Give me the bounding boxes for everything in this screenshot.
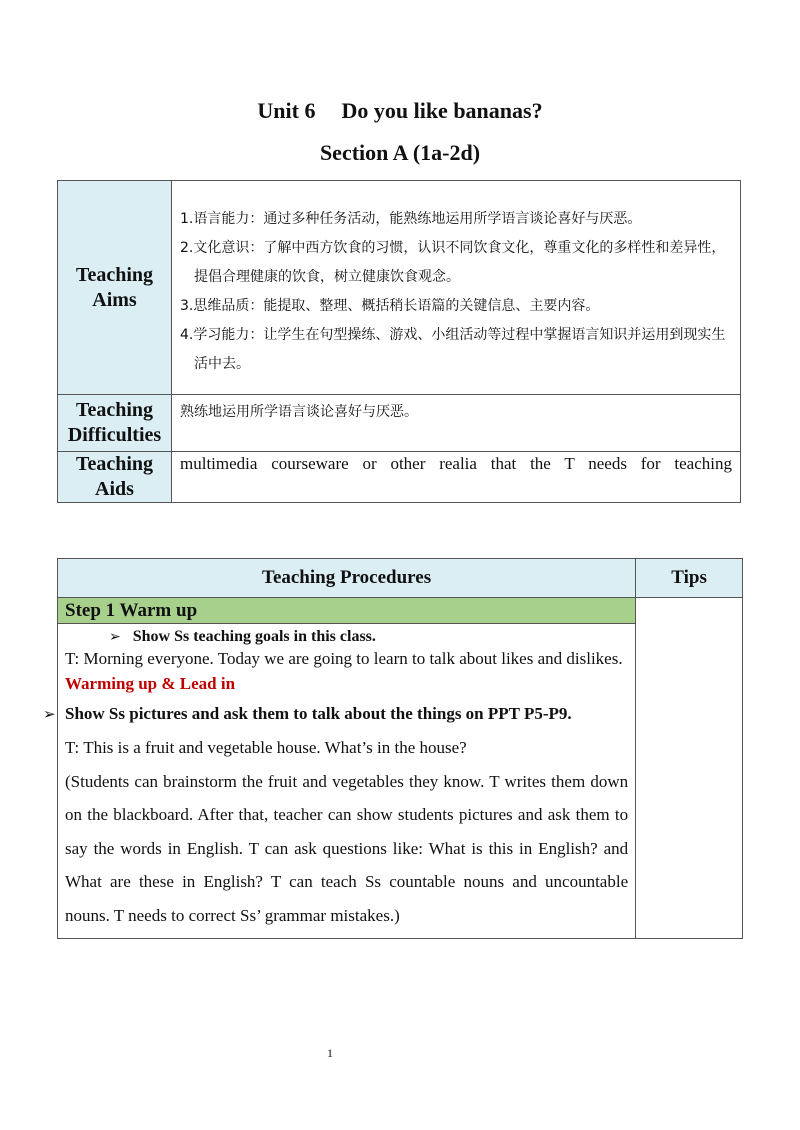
aim-item-4: 4.学习能力：让学生在句型操练、游戏、小组活动等过程中掌握语言知识并运用到现实生活中去。 xyxy=(180,327,726,372)
step-1-title: Step 1 Warm up xyxy=(58,598,636,624)
warming-up-title: Warming up & Lead in xyxy=(65,674,236,693)
explanation-text: (Students can brainstorm the fruit and vegetables they know. T writes them down on the blackboard. After that, teacher can show students pictures and ask them to say the words in English. T can ask questions like: What is this in English? and What are these in English? T can teach Ss countable nouns and uncountable nouns. T needs to correct Ss’ grammar mistakes.) xyxy=(65,771,629,925)
difficulties-text: 熟练地运用所学语言谈论喜好与厌恶。 xyxy=(172,395,741,452)
aims-label-2: Aims xyxy=(92,288,137,311)
difficulties-label-cell xyxy=(58,395,172,452)
goal-line xyxy=(65,626,628,648)
tips-cell xyxy=(636,598,743,939)
goal-text: Show Ss teaching goals in this class. xyxy=(132,628,376,645)
arrow-bullet-icon: ➢ xyxy=(109,629,121,645)
section-title: Section A (1a-2d) xyxy=(319,140,481,165)
arrow-bullet-icon: ➢ xyxy=(43,705,56,723)
aim-item-2: 2.文化意识：了解中西方饮食的习惯，认识不同饮食文化，尊重文化的多样性和差异性，提倡合理健康的饮食，树立健康饮食观念。 xyxy=(180,240,726,285)
question-line: T: This is a fruit and vegetable house. What’s in the house? xyxy=(65,738,467,757)
teaching-procedures-table xyxy=(43,558,743,939)
aids-text: multimedia courseware or other realia that the T needs for teaching xyxy=(172,452,741,503)
aids-label-2: Aids xyxy=(95,478,134,500)
unit-title xyxy=(0,98,800,124)
page-number: 1 xyxy=(327,1046,333,1060)
aims-label-1: Teaching xyxy=(75,263,154,286)
aids-label-cell xyxy=(58,452,172,503)
teaching-aims-table xyxy=(57,180,741,503)
difficulties-label-1: Teaching xyxy=(75,399,154,421)
difficulties-label-2: Difficulties xyxy=(67,424,162,446)
step-1-content xyxy=(43,624,636,939)
unit-name: Do you like bananas? xyxy=(341,98,543,123)
unit-number: Unit 6 xyxy=(257,98,316,123)
morning-line: T: Morning everyone. Today we are going to learn to talk about likes and dislikes. xyxy=(65,649,623,668)
lead-in-line xyxy=(43,697,628,731)
aims-label-cell xyxy=(58,181,172,395)
aim-item-3: 3.思维品质：能提取、整理、概括稍长语篇的关键信息、主要内容。 xyxy=(180,298,600,314)
procedures-header: Teaching Procedures xyxy=(58,559,636,598)
aims-content-cell xyxy=(172,181,741,395)
aim-item-1: 1.语言能力：通过多种任务活动，能熟练地运用所学语言谈论喜好与厌恶。 xyxy=(180,211,642,227)
aids-label-1: Teaching xyxy=(75,453,154,475)
tips-header: Tips xyxy=(636,559,743,598)
lead-in-text: Show Ss pictures and ask them to talk about the things on PPT P5-P9. xyxy=(65,704,572,723)
